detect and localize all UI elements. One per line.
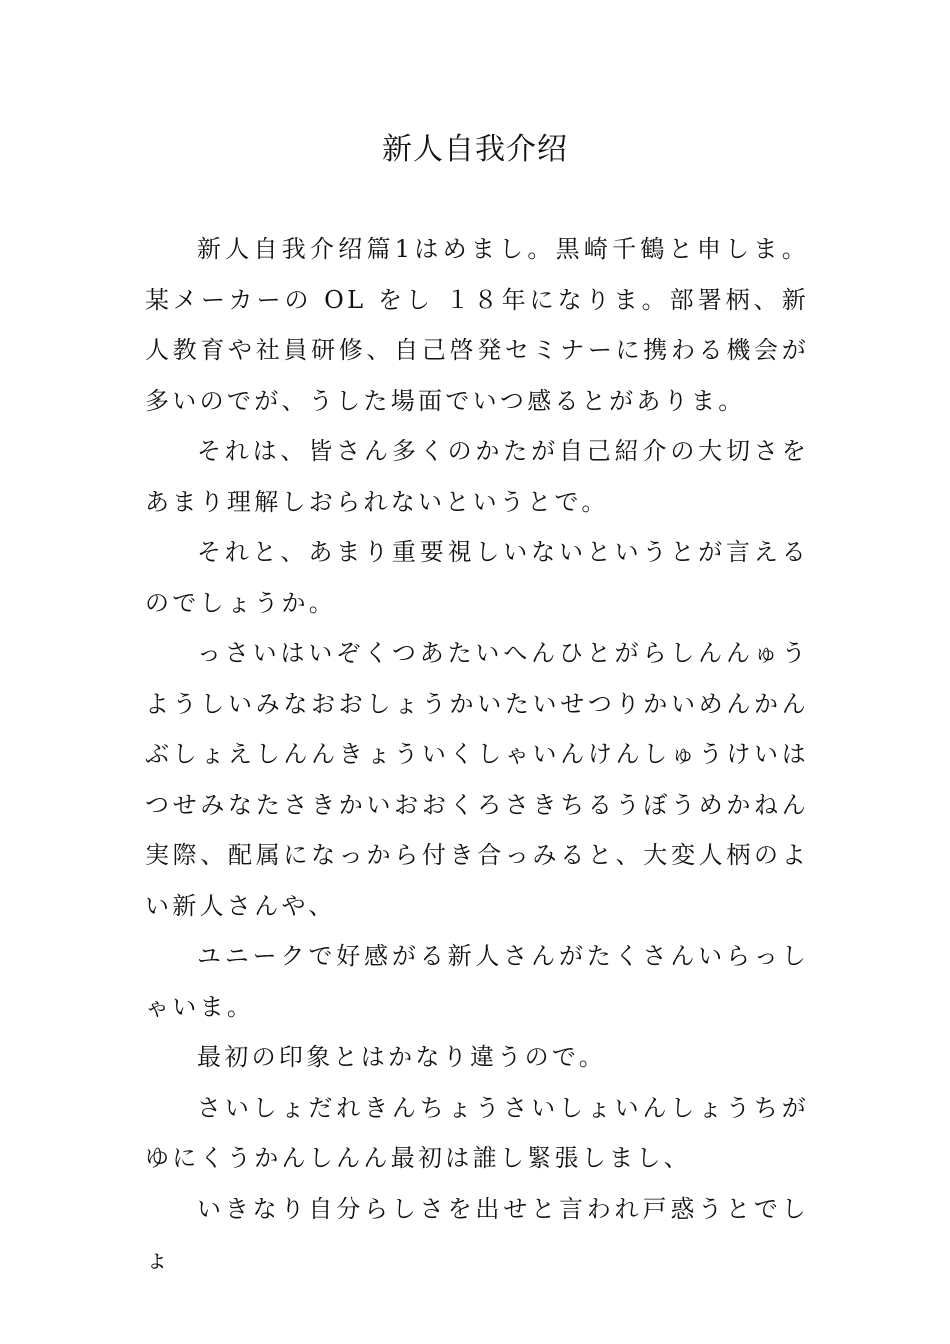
paragraph-6: 最初の印象とはかなり違うので。	[197, 1043, 607, 1071]
document-body	[145, 224, 809, 1285]
paragraph-2: それは、皆さん多くのかたが自己紹介の大切さをあまり理解しおられないというとで。	[145, 437, 809, 516]
paragraph-4: っさいはいぞくつあたいへんひとがらしんんゅうようしいみなおおしょうかいたいせつりかいめんかんぶしょえしんんきょういくしゃいんけんしゅうけいはつせみなたさきかいおおくろさきちるうぼうめかねん実際、配属になっから付き合っみると、大変人柄のよい新人さんや、	[145, 639, 809, 920]
paragraph-3: それと、あまり重要視しいないというとが言えるのでしょうか。	[145, 538, 809, 617]
paragraph-5: ユニークで好感がる新人さんがたくさんいらっしゃいま。	[145, 942, 809, 1021]
paragraph-1: 新人自我介绍篇1はめまし。黒崎千鶴と申しま。某メーカーの OL をし １８年になりま。部署柄、新人教育や社員研修、自己啓発セミナーに携わる機会が多いのでが、うした場面でいつ感るとがありま。	[145, 235, 809, 415]
paragraph-8: いきなり自分らしさを出せと言われ戸惑うとでしょ	[145, 1194, 809, 1273]
document-title: 新人自我介绍	[382, 132, 568, 167]
paragraph-7: さいしょだれきんちょうさいしょいんしょうちがゆにくうかんしんん最初は誰し緊張しまし、	[145, 1093, 809, 1172]
